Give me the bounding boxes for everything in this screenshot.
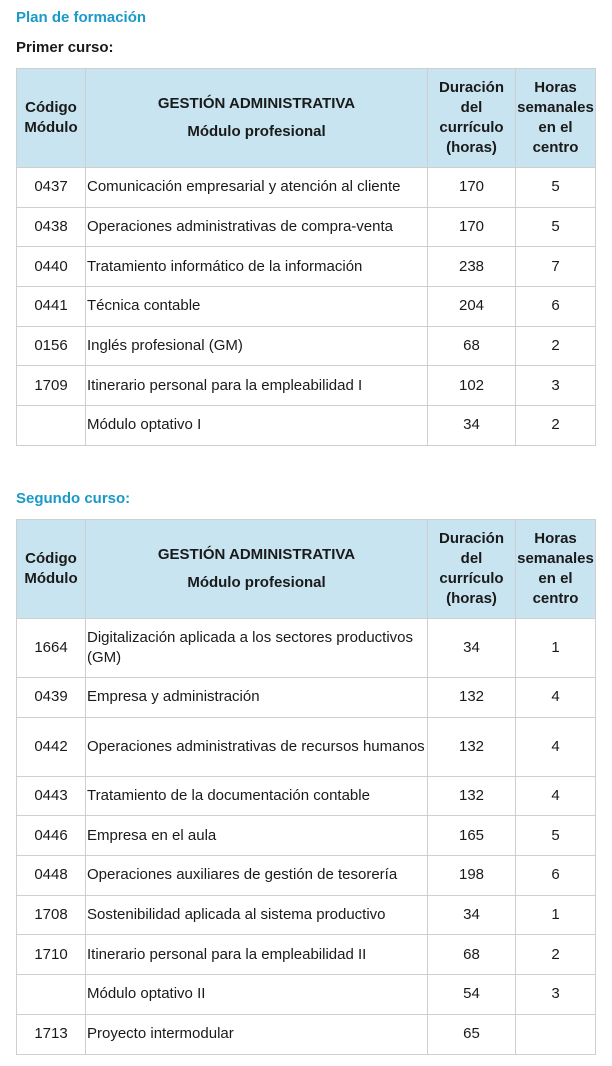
- header-module-subtitle: Módulo profesional: [187, 574, 326, 591]
- module-code: 1710: [17, 935, 86, 975]
- module-name: Inglés profesional (GM): [86, 326, 428, 366]
- table-header-row: [17, 520, 596, 619]
- module-hours: 170: [428, 207, 516, 247]
- module-weekly-hours: 2: [516, 935, 596, 975]
- module-weekly-hours: 3: [516, 366, 596, 406]
- module-name: Comunicación empresarial y atención al cliente: [86, 168, 428, 208]
- table-row: [17, 678, 596, 718]
- table-row: [17, 935, 596, 975]
- page-title: Plan de formación: [16, 9, 147, 26]
- module-hours: 68: [428, 935, 516, 975]
- module-weekly-hours: 1: [516, 895, 596, 935]
- module-code: [17, 975, 86, 1015]
- module-code: 1664: [17, 619, 86, 678]
- module-name: Operaciones auxiliares de gestión de tesorería: [86, 856, 428, 896]
- module-code: [17, 406, 86, 446]
- module-hours: 68: [428, 326, 516, 366]
- header-duration: Duración del currículo (horas): [428, 69, 516, 168]
- module-name: Operaciones administrativas de recursos humanos: [86, 717, 428, 776]
- module-hours: 132: [428, 678, 516, 718]
- table-row: [17, 247, 596, 287]
- module-hours: 170: [428, 168, 516, 208]
- header-module: [86, 520, 428, 619]
- module-name: Empresa y administración: [86, 678, 428, 718]
- module-name: Itinerario personal para la empleabilidad I: [86, 366, 428, 406]
- module-name: Tratamiento informático de la información: [86, 247, 428, 287]
- header-weekly: Horas semanales en el centro: [516, 520, 596, 619]
- module-hours: 198: [428, 856, 516, 896]
- module-name: Técnica contable: [86, 287, 428, 327]
- table-row: [17, 856, 596, 896]
- module-weekly-hours: [516, 1014, 596, 1054]
- header-module: [86, 69, 428, 168]
- header-module-subtitle: Módulo profesional: [187, 123, 326, 140]
- module-code: 0156: [17, 326, 86, 366]
- module-code: 0442: [17, 717, 86, 776]
- module-hours: 204: [428, 287, 516, 327]
- table-row: [17, 619, 596, 678]
- first-course-heading: Primer curso:: [16, 39, 114, 56]
- module-hours: 34: [428, 895, 516, 935]
- module-hours: 238: [428, 247, 516, 287]
- module-weekly-hours: 4: [516, 717, 596, 776]
- table-row: [17, 975, 596, 1015]
- module-name: Tratamiento de la documentación contable: [86, 776, 428, 816]
- second-course-heading: Segundo curso:: [16, 490, 131, 507]
- module-weekly-hours: 2: [516, 326, 596, 366]
- module-weekly-hours: 5: [516, 816, 596, 856]
- table-row: [17, 207, 596, 247]
- module-code: 1713: [17, 1014, 86, 1054]
- table-row: [17, 776, 596, 816]
- module-name: Itinerario personal para la empleabilidad II: [86, 935, 428, 975]
- module-hours: 34: [428, 619, 516, 678]
- module-weekly-hours: 4: [516, 678, 596, 718]
- table-row: [17, 1014, 596, 1054]
- table-row: [17, 717, 596, 776]
- table-row: [17, 816, 596, 856]
- module-hours: 132: [428, 776, 516, 816]
- table-row: [17, 366, 596, 406]
- module-name: Sostenibilidad aplicada al sistema productivo: [86, 895, 428, 935]
- module-code: 0439: [17, 678, 86, 718]
- first-course-table: [16, 68, 596, 446]
- module-hours: 132: [428, 717, 516, 776]
- module-name: Digitalización aplicada a los sectores productivos (GM): [86, 619, 428, 678]
- table-row: [17, 168, 596, 208]
- module-name: Módulo optativo II: [86, 975, 428, 1015]
- module-code: 0437: [17, 168, 86, 208]
- module-hours: 102: [428, 366, 516, 406]
- module-hours: 165: [428, 816, 516, 856]
- module-code: 0448: [17, 856, 86, 896]
- module-code: 0441: [17, 287, 86, 327]
- table-header-row: [17, 69, 596, 168]
- module-name: Empresa en el aula: [86, 816, 428, 856]
- header-weekly: Horas semanales en el centro: [516, 69, 596, 168]
- table-row: [17, 326, 596, 366]
- header-module-title: GESTIÓN ADMINISTRATIVA: [157, 546, 356, 563]
- module-name: Operaciones administrativas de compra-venta: [86, 207, 428, 247]
- module-hours: 65: [428, 1014, 516, 1054]
- module-name: Proyecto intermodular: [86, 1014, 428, 1054]
- module-code: 0440: [17, 247, 86, 287]
- module-weekly-hours: 5: [516, 168, 596, 208]
- module-weekly-hours: 6: [516, 856, 596, 896]
- table-row: [17, 895, 596, 935]
- module-weekly-hours: 4: [516, 776, 596, 816]
- module-code: 0438: [17, 207, 86, 247]
- module-name: Módulo optativo I: [86, 406, 428, 446]
- table-row: [17, 406, 596, 446]
- module-weekly-hours: 7: [516, 247, 596, 287]
- module-weekly-hours: 3: [516, 975, 596, 1015]
- module-hours: 34: [428, 406, 516, 446]
- module-weekly-hours: 1: [516, 619, 596, 678]
- header-duration: Duración del currículo (horas): [428, 520, 516, 619]
- header-code: Código Módulo: [17, 520, 86, 619]
- module-weekly-hours: 2: [516, 406, 596, 446]
- header-module-title: GESTIÓN ADMINISTRATIVA: [157, 95, 356, 112]
- table-row: [17, 287, 596, 327]
- header-code: Código Módulo: [17, 69, 86, 168]
- module-code: 1709: [17, 366, 86, 406]
- module-hours: 54: [428, 975, 516, 1015]
- module-code: 0446: [17, 816, 86, 856]
- module-weekly-hours: 6: [516, 287, 596, 327]
- module-weekly-hours: 5: [516, 207, 596, 247]
- module-code: 1708: [17, 895, 86, 935]
- module-code: 0443: [17, 776, 86, 816]
- second-course-table: [16, 519, 596, 1055]
